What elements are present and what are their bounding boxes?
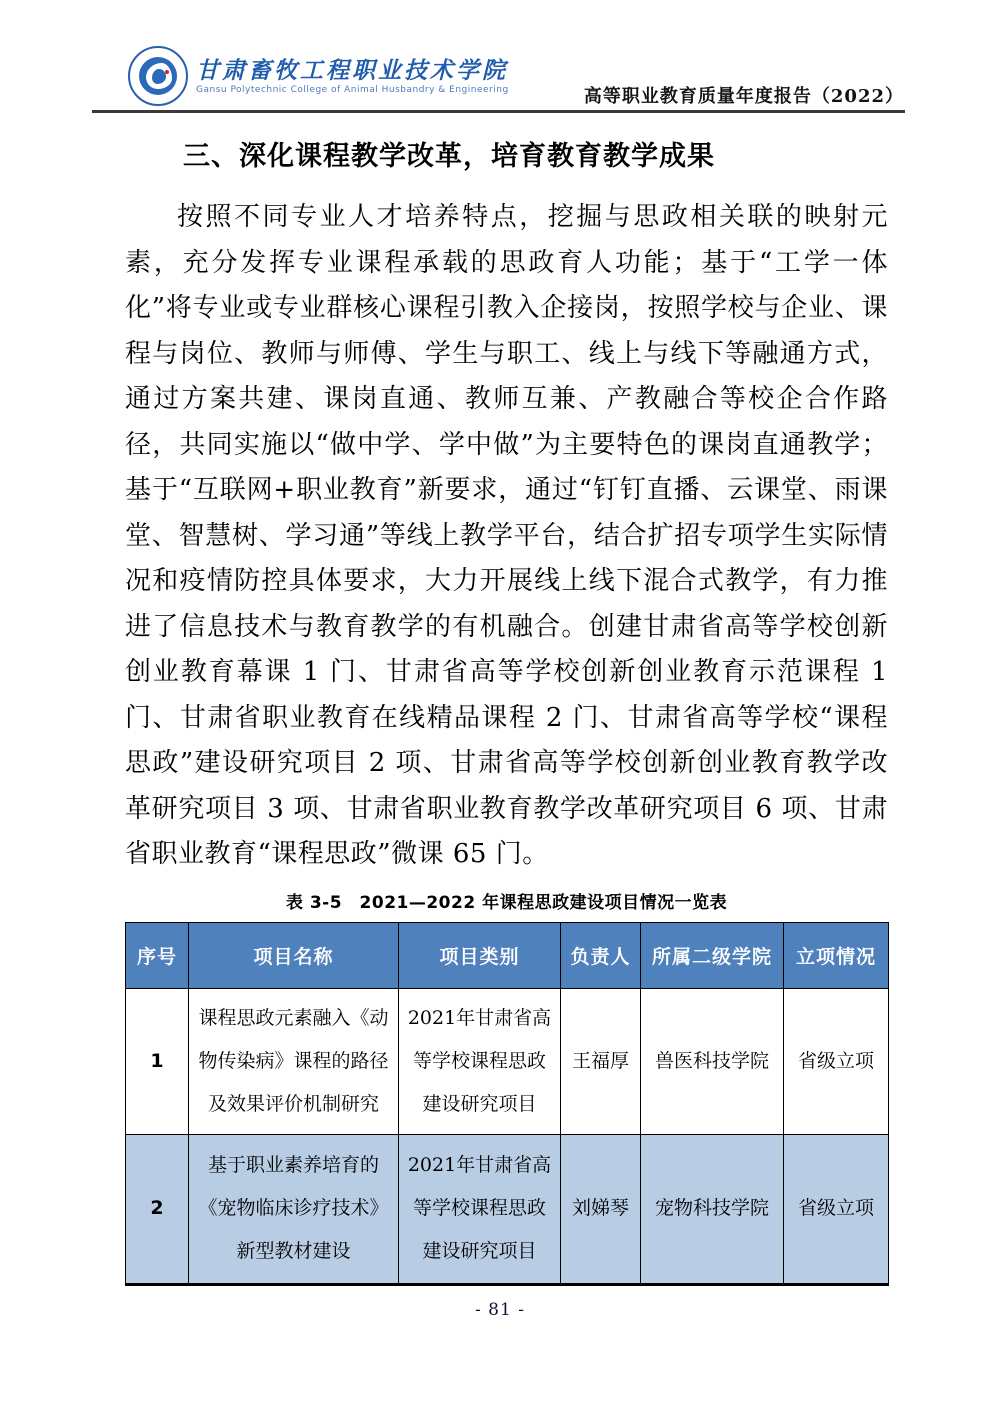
seal-red-dot [165, 70, 169, 74]
project-table [125, 922, 889, 1286]
table-row [126, 1134, 889, 1284]
col-header-college: 所属二级学院 [641, 922, 784, 988]
cell-status: 省级立项 [784, 1134, 889, 1284]
col-header-no: 序号 [126, 922, 189, 988]
cell-college: 宠物科技学院 [641, 1134, 784, 1284]
school-seal-icon [128, 46, 188, 106]
section-heading: 三、深化课程教学改革，培育教育教学成果 [183, 141, 715, 172]
cell-project-name: 基于职业素养培育的《宠物临床诊疗技术》新型教材建设 [189, 1134, 399, 1284]
body-paragraph: 按照不同专业人才培养特点，挖掘与思政相关联的映射元素，充分发挥专业课程承载的思政育人功能；基于“工学一体化”将专业或专业群核心课程引教入企接岗，按照学校与企业、课程与岗位、教师与师傅、学生与职工、线上与线下等融通方式，通过方案共建、课岗直通、教师互兼、产教融合等校企合作路径，共同实施以“做中学、学中做”为主要特色的课岗直通教学；基于“互联网+职业教育”新要求，通过“钉钉直播、云课堂、雨课堂、智慧树、学习通”等线上教学平台，结合扩招专项学生实际情况和疫情防控具体要求，大力开展线上线下混合式教学，有力推进了信息技术与教育教学的有机融合。创建甘肃省高等学校创新创业教育幕课 1 门、甘肃省高等学校创新创业教育示范课程 1 门、甘肃省职业教育在线精品课程 2 门、甘肃省高等学校“课程思政”建设研究项目 2 项、甘肃省高等学校创新创业教育教学改革研究项目 3 项、甘肃省职业教育教学改革研究项目 6 项、甘肃省职业教育“课程思政”微课 65 门。 [125, 202, 888, 869]
cell-no: 2 [126, 1134, 189, 1284]
header-rule [92, 110, 905, 113]
cell-leader: 刘娣琴 [561, 1134, 641, 1284]
table-header-row [126, 922, 889, 988]
cell-leader: 王福厚 [561, 988, 641, 1134]
cell-project-category: 2021年甘肃省高等学校课程思政建设研究项目 [399, 1134, 561, 1284]
cell-project-category: 2021年甘肃省高等学校课程思政建设研究项目 [399, 988, 561, 1134]
cell-project-name: 课程思政元素融入《动物传染病》课程的路径及效果评价机制研究 [189, 988, 399, 1134]
school-name-block [196, 57, 509, 95]
cell-no: 1 [126, 988, 189, 1134]
main-content [125, 134, 888, 1286]
table-caption: 表 3-5 2021—2022 年课程思政建设项目情况一览表 [285, 892, 728, 913]
report-title: 高等职业教育质量年度报告（2022） [583, 86, 904, 107]
col-header-name: 项目名称 [189, 922, 399, 988]
col-header-status: 立项情况 [784, 922, 889, 988]
page-number: - 81 - [475, 1300, 525, 1320]
header-logo-block [128, 46, 509, 106]
cell-college: 兽医科技学院 [641, 988, 784, 1134]
table-row [126, 988, 889, 1134]
col-header-leader: 负责人 [561, 922, 641, 988]
cell-status: 省级立项 [784, 988, 889, 1134]
school-name-en: Gansu Polytechnic College of Animal Husbandry & Engineering [196, 84, 509, 95]
col-header-category: 项目类别 [399, 922, 561, 988]
school-name-cn: 甘肃畜牧工程职业技术学院 [196, 57, 508, 85]
seal-inner-circle [139, 57, 177, 95]
